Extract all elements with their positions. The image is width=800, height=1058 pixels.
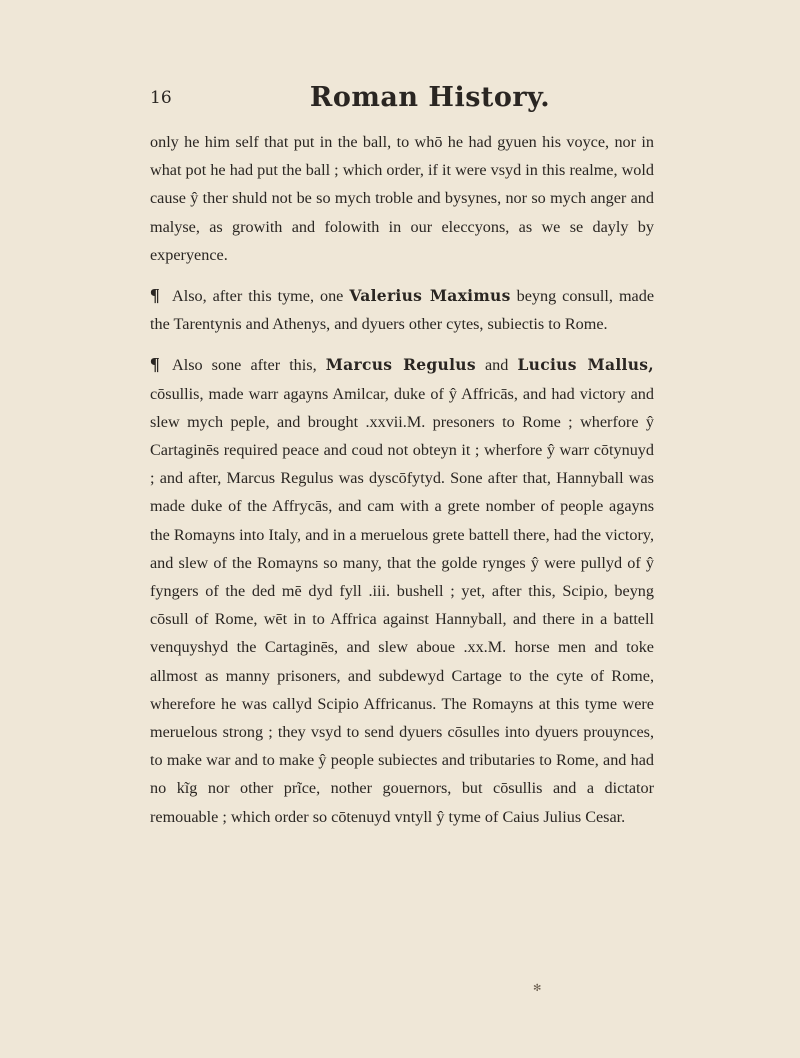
- page-body: [150, 128, 654, 843]
- pilcrow-mark: ¶: [150, 285, 160, 306]
- page-number: 16: [150, 88, 172, 108]
- paragraph-text: Also, after this tyme, one: [172, 287, 350, 306]
- proper-name: Marcus Regulus: [325, 355, 476, 375]
- paragraph-text: only he him self that put in the ball, to whō he had gyuen his voyce, nor in what pot he had put the ball ; which order, if it were vsyd in this realme, wold cause ŷ ther shuld not be so mych troble and bysynes, nor so mych anger and malyse, as growith and folowith in our eleccyons, as we se dayly by experyence.: [150, 133, 654, 264]
- paragraph-text: and: [475, 356, 518, 375]
- running-head: Roman History.: [309, 82, 551, 113]
- paragraph: [150, 128, 654, 269]
- proper-name: Valerius Maximus: [349, 286, 511, 306]
- stray-mark: ✻: [533, 983, 542, 994]
- paragraph-text: cōsullis, made warr agayns Amilcar, duke of ŷ Affricās, and had victory and slew mych peple, and brought .xxvii.M. presoners to Rome ; wherfore ŷ Cartaginēs required peace and coud not obteyn it ; wherfore ŷ warr cōtynuyd ; and after, Marcus Regulus was dyscōfytyd. Sone after that, Hannyball was made duke of the Affrycās, and cam with a grete nomber of people agayns the Romayns into Italy, and in a meruelous grete battell there, had the victory, and slew of the Romayns so many, that the golde rynges ŷ were pullyd of ŷ fyngers of the ded mē dyd fyll .iii. bushell ; yet, after this, Scipio, beyng cōsull of Rome, wēt in to Affrica against Hannyball, and there in a battell venquyshyd the Cartaginēs, and slew aboue .xx.M. horse men and toke allmost as manny prisoners, and subdewyd Cartage to the cyte of Rome, wherefore he was callyd Scipio Affricanus. The Romayns at this tyme were meruelous strong ; they vsyd to send dyuers cōsulles into dyuers prouynces, to make war and to make ŷ people subiectes and tributaries to Rome, and had no kĩg nor other prĩce, nother gouernors, but cōsullis and a dictator remouable ; which order so cōtenuyd vntyll ŷ tyme of Caius Julius Cesar.: [150, 384, 654, 826]
- paragraph: [150, 281, 654, 338]
- pilcrow-mark: ¶: [150, 354, 160, 375]
- paragraph-text: Also sone after this,: [172, 356, 326, 375]
- page-header: [150, 82, 650, 122]
- paragraph: [150, 350, 654, 830]
- proper-name: Lucius Mallus,: [517, 355, 654, 375]
- paragraph-text: beyng consull, made the Tarentynis and Athenys, and dyuers other cytes, subiectis to Rome.: [150, 287, 655, 334]
